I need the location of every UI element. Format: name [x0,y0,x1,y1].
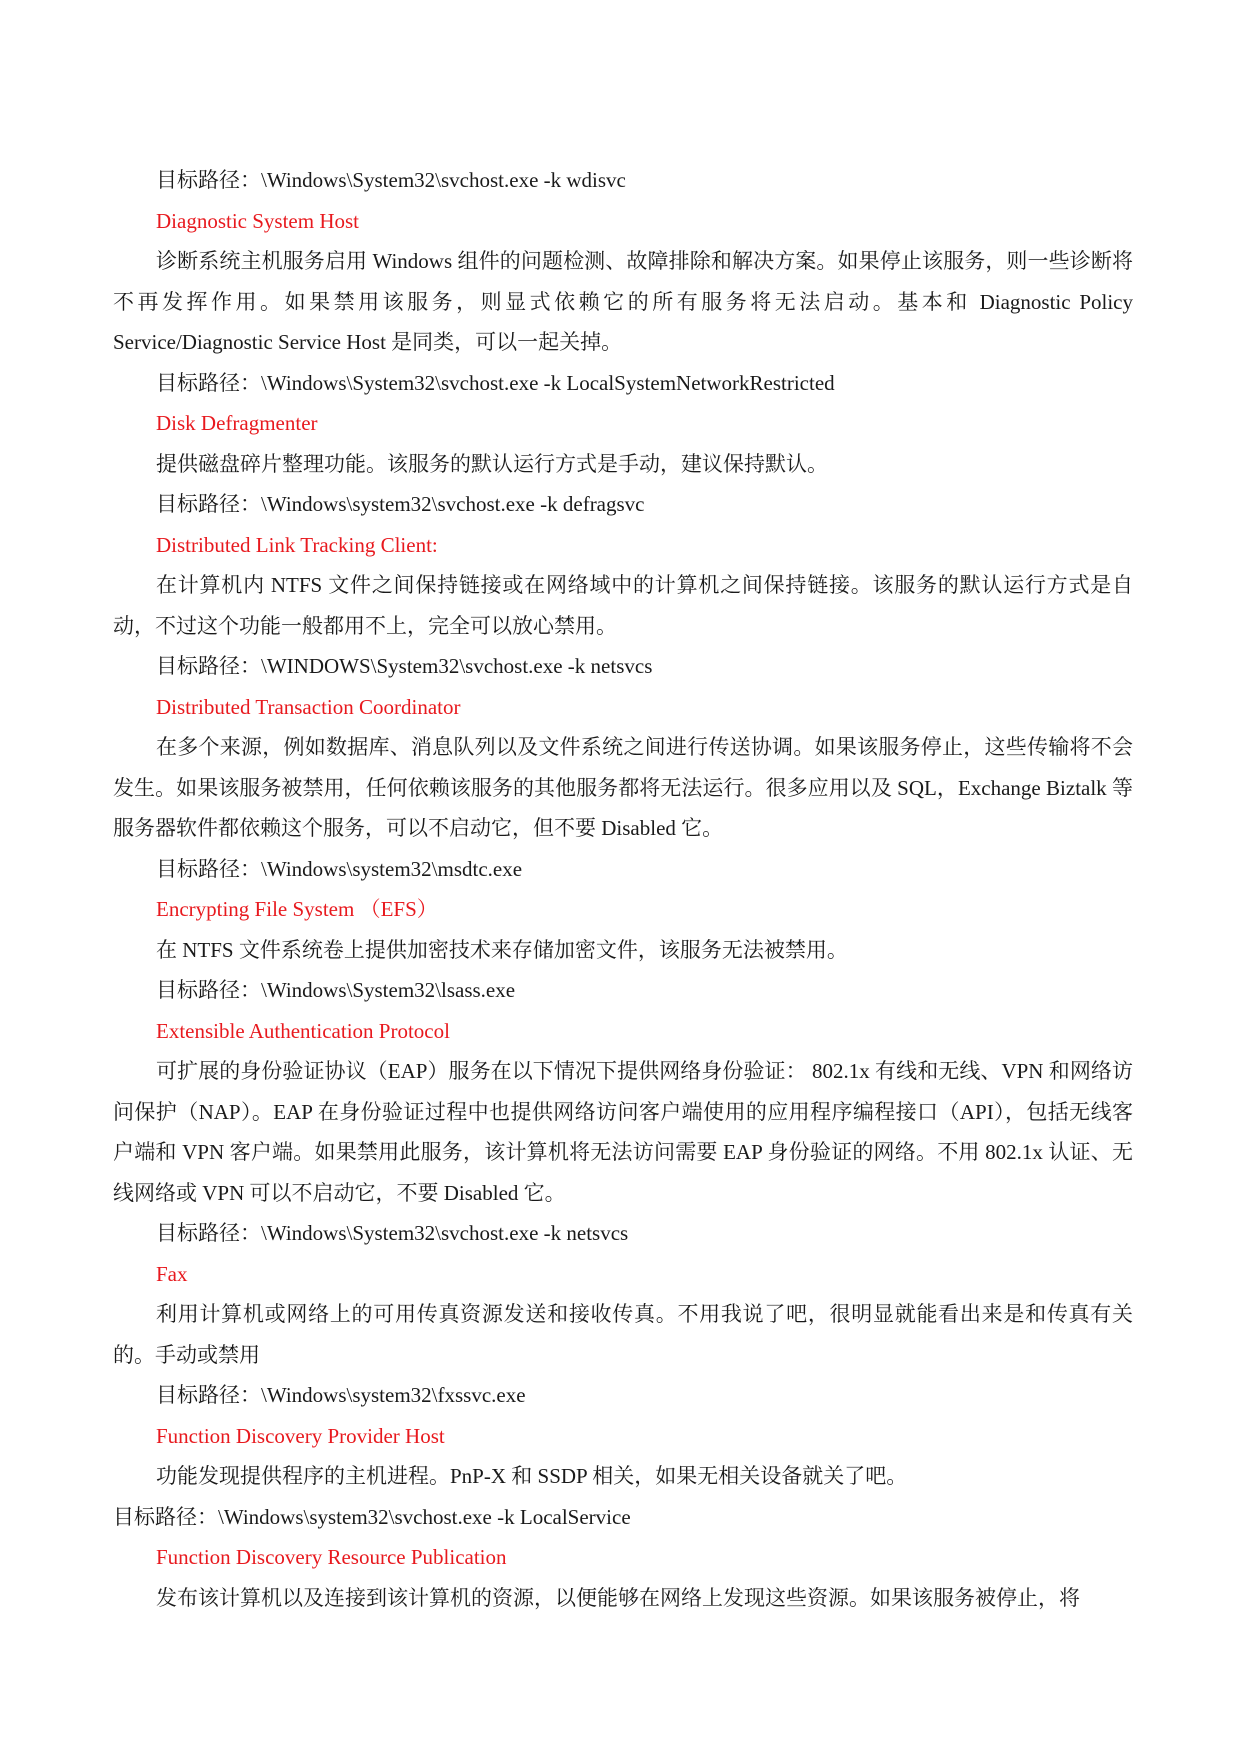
target-path: 目标路径：\WINDOWS\System32\svchost.exe -k netsvcs [156,654,653,678]
service-description: 可扩展的身份验证协议（EAP）服务在以下情况下提供网络身份验证： 802.1x 有线和无线、VPN 和网络访问保护（NAP）。EAP 在身份验证过程中也提供网络访问客户端使用的应用程序编程接口（API），包括无线客户端和 VPN 客户端。如果禁用此服务，该计算机将无法访问需要 EAP 身份验证的网络。不用 802.1x 认证、无线网络或 VPN 可以不启动它，不要 Disabled 它。 [113,1059,1133,1205]
service-description: 功能发现提供程序的主机进程。PnP-X 和 SSDP 相关，如果无相关设备就关了吧。 [156,1464,908,1488]
target-path: 目标路径：\Windows\System32\svchost.exe -k wdisvc [156,168,626,192]
service-description: 提供磁盘碎片整理功能。该服务的默认运行方式是手动，建议保持默认。 [156,451,828,476]
service-heading: Diagnostic System Host [156,208,359,233]
service-heading: Distributed Transaction Coordinator [156,694,461,719]
target-path: 目标路径：\Windows\System32\lsass.exe [156,978,516,1002]
service-description: 在计算机内 NTFS 文件之间保持链接或在网络域中的计算机之间保持链接。该服务的默认运行方式是自动，不过这个功能一般都用不上，完全可以放心禁用。 [113,573,1133,638]
target-path: 目标路径：\Windows\System32\svchost.exe -k LocalSystemNetworkRestricted [156,370,835,395]
service-heading: Disk Defragmenter [156,411,318,435]
target-path: 目标路径：\Windows\System32\svchost.exe -k netsvcs [156,1221,629,1245]
target-path: 目标路径：\Windows\system32\msdtc.exe [156,856,523,881]
service-description: 在 NTFS 文件系统卷上提供加密技术来存储加密文件，该服务无法被禁用。 [156,937,848,962]
service-heading: Function Discovery Resource Publication [156,1545,507,1569]
target-path: 目标路径：\Windows\system32\svchost.exe -k defragsvc [156,492,645,516]
service-description: 诊断系统主机服务启用 Windows 组件的问题检测、故障排除和解决方案。如果停止该服务，则一些诊断将不再发挥作用。如果禁用该服务，则显式依赖它的所有服务将无法启动。基本和 Diagnostic Policy Service/Diagnostic Service Host 是同类，可以一起关掉。 [113,249,1133,354]
service-description: 利用计算机或网络上的可用传真资源发送和接收传真。不用我说了吧，很明显就能看出来是和传真有关的。手动或禁用 [113,1302,1133,1367]
service-description: 发布该计算机以及连接到该计算机的资源，以便能够在网络上发现这些资源。如果该服务被停止，将 [156,1585,1080,1610]
service-heading: Function Discovery Provider Host [156,1423,445,1448]
service-heading: Fax [156,1261,188,1286]
target-path: 目标路径：\Windows\system32\svchost.exe -k LocalService [113,1504,631,1529]
service-heading: Encrypting File System （EFS） [156,897,438,921]
service-description: 在多个来源，例如数据库、消息队列以及文件系统之间进行传送协调。如果该服务停止，这些传输将不会发生。如果该服务被禁用，任何依赖该服务的其他服务都将无法运行。很多应用以及 SQL，Exchange Biztalk 等服务器软件都依赖这个服务，可以不启动它，但不要 Disabled 它。 [113,735,1133,840]
service-heading: Distributed Link Tracking Client: [156,532,438,557]
service-heading: Extensible Authentication Protocol [156,1018,450,1043]
target-path: 目标路径：\Windows\system32\fxssvc.exe [156,1383,526,1407]
document-page [113,160,1133,1618]
